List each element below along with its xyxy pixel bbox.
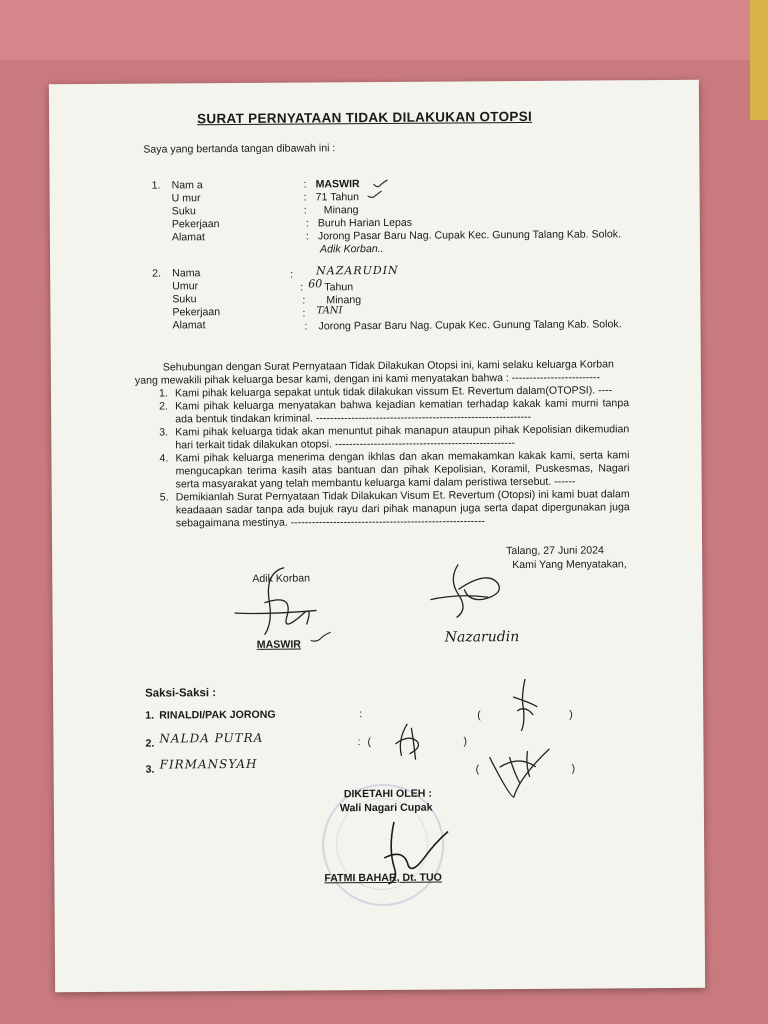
check-mark-icon: [366, 188, 386, 208]
colon: :: [290, 268, 294, 281]
signature-nazarudin: [428, 559, 518, 620]
statement-number: 3.: [159, 426, 169, 439]
right-signer-name-handwritten: Nazarudin: [444, 629, 520, 646]
person1-name: MASWIR: [315, 178, 360, 191]
statement-text: Kami pihak keluarga menyatakan bahwa kejadian kematian terhadap kakak kami murni tanpa ada bentuk tindakan kriminal. -------------------------------------------------------------: [175, 397, 630, 426]
official-title: Wali Nagari Cupak: [339, 801, 433, 815]
paren-open: (: [477, 709, 481, 722]
witness-name-handwritten: FIRMANSYAH: [159, 756, 258, 772]
person2-label-address: Alamat: [172, 319, 206, 332]
intro-text: Saya yang bertanda tangan dibawah ini :: [143, 142, 336, 156]
person2-age-suffix: Tahun: [324, 281, 354, 294]
person2-label-age: Umur: [172, 280, 199, 293]
opening-line-1: Sehubungan dengan Surat Pernyataan Tidak Dilakukan Otopsi ini, kami selaku keluarga Korban: [162, 358, 614, 374]
statement-text: Kami pihak keluarga tidak akan menuntut pihak manapun ataupun pihak Kepolisian dikemudian hari terkait tidak dilakukan otopsi. ---------------------------------------------------: [175, 423, 630, 452]
colon: :: [305, 230, 309, 243]
person1-label-tribe: Suku: [171, 205, 196, 218]
person1-age: 71 Tahun: [315, 191, 360, 204]
colon: :: [303, 178, 307, 191]
document-paper: [49, 80, 705, 993]
colon: :: [359, 708, 363, 721]
paren-open: (: [367, 736, 372, 749]
paren-close: ): [569, 708, 573, 721]
person2-label-job: Pekerjaan: [172, 306, 221, 319]
check-mark-icon: [309, 630, 333, 646]
place-date: Talang, 27 Juni 2024: [506, 544, 604, 558]
person2-age-handwritten: 60: [308, 277, 323, 291]
background-top: [0, 0, 768, 60]
person2-name-handwritten: NAZARUDIN: [316, 263, 399, 278]
colon: :: [303, 204, 307, 217]
left-signer-name: MASWIR: [256, 638, 301, 651]
person1-label-job: Pekerjaan: [171, 218, 220, 231]
person2-job-handwritten: TANI: [316, 305, 343, 317]
document-title: SURAT PERNYATAAN TIDAK DILAKUKAN OTOPSI: [197, 108, 533, 127]
statement-number: 5.: [159, 491, 169, 504]
statement-number: 1.: [158, 387, 168, 400]
colon: :: [304, 320, 308, 333]
statement-text: Kami pihak keluarga sepakat untuk tidak dilakukan vissum Et. Revertum dalam(OTOPSI). ----: [174, 384, 613, 400]
paren-close: ): [463, 735, 468, 748]
colon: :: [305, 217, 309, 230]
person1-label-age: U mur: [171, 192, 201, 205]
official-name: FATMI BAHAR, Dt. TUO: [324, 871, 442, 885]
opening-line-2: yang mewakili pihak keluarga besar kami, dengan ini kami menyatakan bahwa : -------------------------: [134, 371, 601, 387]
person1-label-name: Nam a: [171, 179, 203, 192]
person2-label-name: Nama: [172, 267, 201, 280]
statement-text: Demikianlah Surat Pernyataan Tidak Dilakukan Visum Et. Revertum (Otopsi) ini kami buat dalam keadaaan sadar tanpa ada bujuk rayu dari pihak manapun juga serta dapat dipergunakan juga sebagaimana mestinya. -------------------------------------------------------: [175, 488, 630, 530]
statement-text: Kami pihak keluarga menerima dengan ikhlas dan akan memakamkan kakak kami, serta kami mengucapkan terima kasih atas bantuan dan pihak Kepolisian, Koramil, Puskesmas, Nagari serta masyarakat yang telah membantu keluarga kami dalam peristiwa tersebut. ------: [175, 449, 630, 491]
background-edge: [750, 0, 768, 120]
person2-label-tribe: Suku: [172, 293, 197, 306]
person1-address: Jorong Pasar Baru Nag. Cupak Kec. Gunung Talang Kab. Solok.: [317, 228, 622, 243]
declarant-label: Kami Yang Menyatakan,: [512, 558, 627, 572]
person1-tribe: Minang: [323, 204, 359, 217]
witness-name-handwritten: NALDA PUTRA: [159, 730, 264, 746]
person1-number: 1.: [151, 179, 161, 192]
statement-number: 4.: [159, 452, 169, 465]
person1-note: Adik Korban..: [319, 242, 384, 256]
person1-label-address: Alamat: [171, 231, 205, 244]
witness-number: 1.: [145, 709, 155, 722]
witness-number: 2.: [145, 737, 155, 750]
signature-witness-2: [387, 720, 427, 764]
person1-job: Buruh Harian Lepas: [317, 216, 413, 230]
witness-title: Saksi-Saksi :: [145, 687, 217, 700]
witness-number: 3.: [145, 763, 155, 776]
colon: :: [302, 294, 306, 307]
person2-address: Jorong Pasar Baru Nag. Cupak Kec. Gunung Talang Kab. Solok.: [318, 318, 622, 333]
statement-number: 2.: [159, 400, 168, 413]
colon: :: [357, 736, 361, 749]
colon: :: [300, 281, 304, 294]
colon: :: [303, 191, 307, 204]
person2-number: 2.: [152, 267, 162, 280]
signature-witness-3: [479, 737, 559, 802]
witness-name: RINALDI/PAK JORONG: [159, 708, 276, 722]
colon: :: [302, 307, 306, 320]
paren-close: ): [571, 762, 576, 775]
signature-witness-1: [503, 677, 543, 733]
paren-open: (: [475, 763, 480, 776]
left-signer-role: Adik Korban: [252, 572, 311, 585]
known-by-label: DIKETAHI OLEH :: [343, 787, 432, 801]
person2-tribe: Minang: [326, 294, 362, 307]
